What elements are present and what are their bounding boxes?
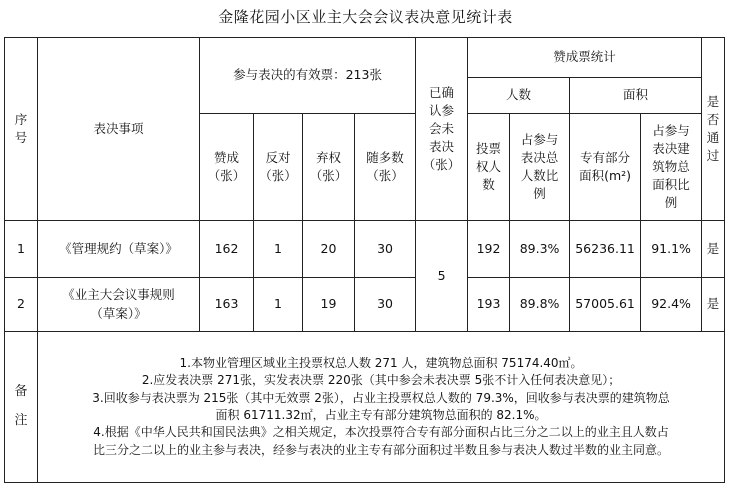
row-favor: 162	[200, 221, 254, 278]
confirmed-unvoted-header: 已确 认参 会未 表决 （张）	[416, 38, 468, 221]
table-row	[5, 278, 725, 332]
abstain-header: 弃权 （张）	[303, 114, 355, 221]
approval-stats-header: 赞成票统计	[468, 38, 702, 78]
remark-line: 1.本物业管理区域业主投票权总人数 271 人，建筑物总面积 75174.40㎡。	[179, 355, 583, 370]
row-people-ratio: 89.3%	[510, 221, 570, 278]
remarks-label: 备 注	[5, 332, 38, 483]
row-area-ratio: 92.4%	[641, 278, 702, 332]
area-ratio-header: 占参与 表决建 筑物总 面积比 例	[641, 114, 702, 221]
remark-line: 比三分之二以上的业主参与表决，经参与表决的业主专有部分面积过半数且参与表决人数过半数的业主同意。	[93, 442, 670, 457]
voters-header: 投票 权人 数	[468, 114, 510, 221]
voting-results-table	[4, 37, 725, 483]
row-item: 《管理规约（草案）》	[38, 221, 200, 278]
row-item: 《业主大会议事规则 （草案）》	[38, 278, 200, 332]
remark-line: 2.应发表决票 271张，实发表决票 220张（其中参会未表决票 5张不计入任何表决意见）；	[141, 373, 621, 388]
valid-votes-header: 参与表决的有效票：213张	[200, 38, 416, 114]
row-abstain: 19	[303, 278, 355, 332]
people-ratio-header: 占参与 表决总 人数比 例	[510, 114, 570, 221]
row-passed: 是	[702, 278, 725, 332]
people-header: 人数	[468, 78, 570, 114]
row-abstain: 20	[303, 221, 355, 278]
table-row	[5, 221, 725, 278]
favor-header: 赞成 （张）	[200, 114, 254, 221]
row-against: 1	[254, 278, 303, 332]
remark-line: 3.回收参与表决票为 215张（其中无效票 2张），占业主投票权总人数的 79.3%，回收参与表决票的建筑物总	[92, 390, 670, 405]
remark-line: 4.根据《中华人民共和国民法典》之相关规定，本次投票符合专有部分面积占比三分之二以上的业主且人数占	[93, 425, 669, 440]
confirmed-unvoted-value: 5	[416, 221, 468, 332]
against-header: 反对 （张）	[254, 114, 303, 221]
row-exclusive-area: 56236.11	[570, 221, 641, 278]
row-passed: 是	[702, 221, 725, 278]
remarks-content	[38, 332, 725, 483]
majority-header: 随多数 （张）	[355, 114, 416, 221]
row-favor: 163	[200, 278, 254, 332]
remark-line: 面积 61711.32㎡，占业主专有部分建筑物总面积的 82.1%。	[215, 408, 547, 422]
row-against: 1	[254, 221, 303, 278]
row-exclusive-area: 57005.61	[570, 278, 641, 332]
area-header: 面积	[570, 78, 702, 114]
exclusive-area-header: 专有部分 面积(m²)	[570, 114, 641, 221]
row-people-ratio: 89.8%	[510, 278, 570, 332]
remarks-row	[5, 332, 725, 483]
item-header: 表决事项	[38, 38, 200, 221]
row-majority: 30	[355, 221, 416, 278]
row-voters: 193	[468, 278, 510, 332]
passed-header: 是 否 通 过	[702, 38, 725, 221]
seq-header: 序 号	[5, 38, 38, 221]
row-voters: 192	[468, 221, 510, 278]
row-area-ratio: 91.1%	[641, 221, 702, 278]
table-title: 金隆花园小区业主大会会议表决意见统计表	[218, 8, 513, 26]
row-seq: 1	[5, 221, 38, 278]
row-majority: 30	[355, 278, 416, 332]
row-seq: 2	[5, 278, 38, 332]
